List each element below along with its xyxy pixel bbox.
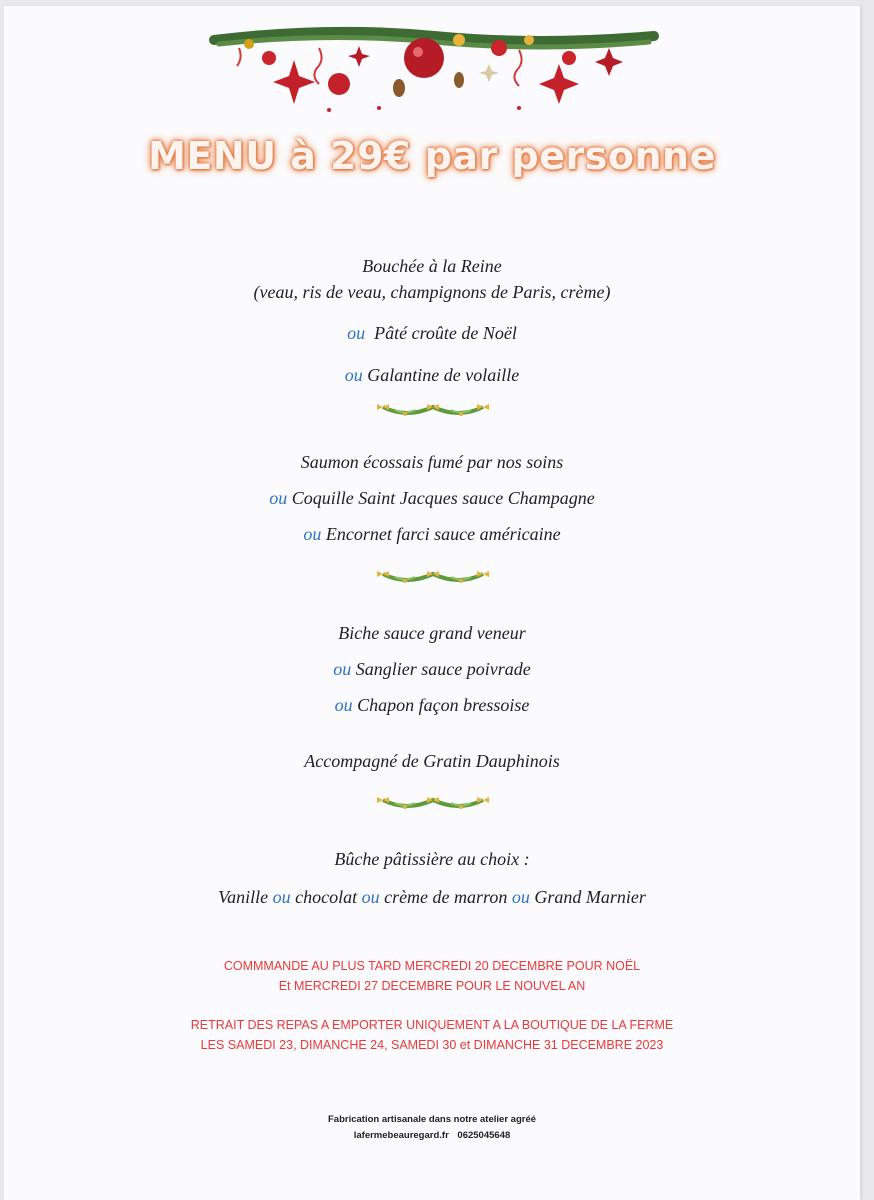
main-course-alt-1-text: Sanglier sauce poivrade — [355, 659, 531, 679]
fish-alt-2-text: Encornet farci sauce américaine — [325, 524, 561, 544]
fish-alt-1 — [4, 488, 860, 509]
or-word: ou — [511, 887, 530, 907]
fish-alt-2 — [4, 524, 860, 545]
menu-page — [4, 6, 860, 1200]
dessert-flavors — [4, 887, 860, 908]
dessert-title: Bûche pâtissière au choix : — [334, 849, 530, 869]
order-deadline-new-year: Et MERCREDI 27 DECEMBRE POUR LE NOUVEL AN — [278, 979, 586, 993]
or-word: ou — [334, 695, 353, 715]
phone-number: 0625045648 — [457, 1130, 511, 1141]
pickup-info: RETRAIT DES REPAS A EMPORTER UNIQUEMENT A LA BOUTIQUE DE LA FERME — [190, 1018, 674, 1032]
or-word: ou — [361, 887, 380, 907]
starter-details: (veau, ris de veau, champignons de Paris, crème) — [253, 282, 611, 302]
footer-artisanal: Fabrication artisanale dans notre atelier agréé — [327, 1114, 537, 1125]
or-word: ou — [269, 488, 288, 508]
starter-main: Bouchée à la Reine — [362, 256, 502, 276]
or-word: ou — [333, 659, 352, 679]
or-word: ou — [272, 887, 291, 907]
garland-divider-icon — [377, 568, 489, 586]
order-deadline-noel: COMMMANDE AU PLUS TARD MERCREDI 20 DECEMBRE POUR NOËL — [223, 959, 641, 973]
or-word: ou — [344, 365, 363, 385]
or-word: ou — [303, 524, 322, 544]
dessert-flavor: chocolat — [295, 887, 358, 907]
main-course-alt-1 — [4, 659, 860, 680]
fish-alt-1-text: Coquille Saint Jacques sauce Champagne — [291, 488, 595, 508]
starter-alt-1 — [4, 323, 860, 344]
dessert-flavor: crème de marron — [384, 887, 508, 907]
starter-alt-1-text: Pâté croûte de Noël — [374, 323, 517, 343]
or-word: ou — [347, 323, 366, 343]
dessert-flavor: Vanille — [218, 887, 269, 907]
christmas-garland-icon — [209, 18, 659, 118]
fish-main: Saumon écossais fumé par nos soins — [300, 452, 564, 472]
main-course-alt-2-text: Chapon façon bressoise — [357, 695, 530, 715]
menu-title: MENU à 29€ par personne — [148, 134, 716, 178]
garland-divider-icon — [377, 401, 489, 419]
main-course-side: Accompagné de Gratin Dauphinois — [304, 751, 560, 771]
starter-alt-2 — [4, 365, 860, 386]
footer-contact — [4, 1130, 860, 1141]
main-course-main: Biche sauce grand veneur — [338, 623, 526, 643]
main-course-alt-2 — [4, 695, 860, 716]
pickup-dates: LES SAMEDI 23, DIMANCHE 24, SAMEDI 30 et DIMANCHE 31 DECEMBRE 2023 — [200, 1038, 664, 1052]
website-link[interactable]: lafermebeauregard.fr — [353, 1130, 449, 1141]
starter-alt-2-text: Galantine de volaille — [367, 365, 520, 385]
garland-divider-icon — [377, 794, 489, 812]
dessert-flavor: Grand Marnier — [534, 887, 646, 907]
